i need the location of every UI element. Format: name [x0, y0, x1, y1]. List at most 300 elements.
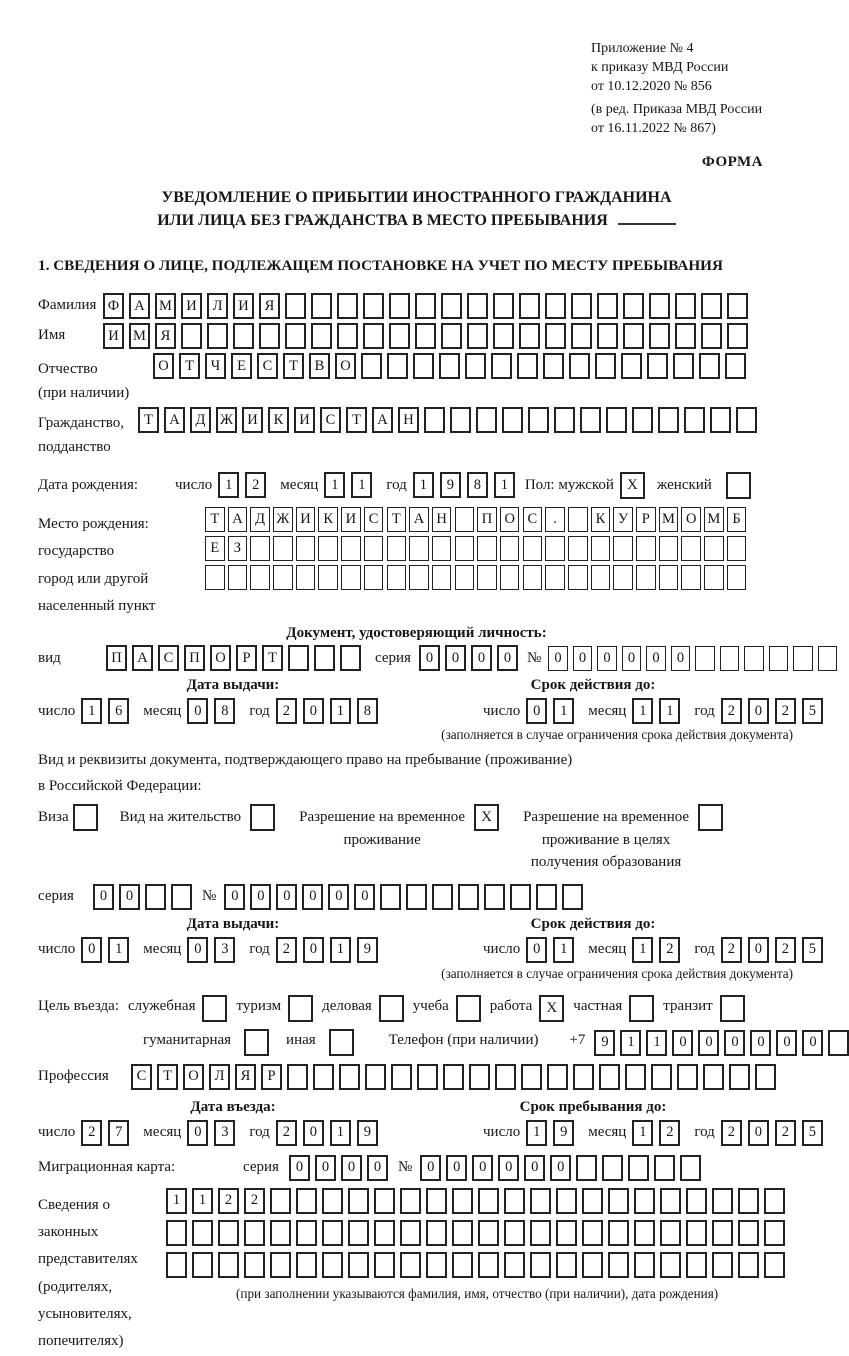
char-cell[interactable] [314, 645, 335, 671]
char-cell[interactable] [530, 1220, 551, 1246]
char-cell[interactable] [502, 407, 523, 433]
char-cell[interactable] [476, 407, 497, 433]
char-cell[interactable] [374, 1252, 395, 1278]
char-cell[interactable] [712, 1220, 733, 1246]
date-cell[interactable]: 1 [324, 472, 345, 498]
char-cell[interactable] [250, 565, 270, 590]
char-cell[interactable] [720, 646, 740, 671]
char-cell[interactable] [491, 353, 512, 379]
sex-female-checkbox[interactable] [726, 472, 751, 499]
date-cell[interactable]: 2 [775, 937, 796, 963]
char-cell[interactable] [337, 293, 358, 319]
char-cell[interactable] [660, 1220, 681, 1246]
char-cell[interactable]: 0 [289, 1155, 310, 1181]
char-cell[interactable] [695, 646, 715, 671]
char-cell[interactable] [625, 1064, 646, 1090]
char-cell[interactable]: Я [259, 293, 280, 319]
char-cell[interactable]: А [228, 507, 248, 532]
char-cell[interactable]: Р [236, 645, 257, 671]
char-cell[interactable] [608, 1220, 629, 1246]
char-cell[interactable] [636, 536, 656, 561]
char-cell[interactable] [363, 293, 384, 319]
char-cell[interactable]: 0 [341, 1155, 362, 1181]
char-cell[interactable] [591, 536, 611, 561]
char-cell[interactable] [340, 645, 361, 671]
char-cell[interactable] [270, 1188, 291, 1214]
char-cell[interactable] [519, 293, 540, 319]
char-cell[interactable] [311, 293, 332, 319]
char-cell[interactable]: Б [727, 507, 747, 532]
char-cell[interactable]: Т [205, 507, 225, 532]
char-cell[interactable] [556, 1188, 577, 1214]
date-cell[interactable]: 1 [330, 698, 351, 724]
char-cell[interactable]: Д [250, 507, 270, 532]
char-cell[interactable] [426, 1188, 447, 1214]
char-cell[interactable] [582, 1220, 603, 1246]
char-cell[interactable]: 0 [224, 884, 245, 910]
char-cell[interactable]: Т [157, 1064, 178, 1090]
date-cell[interactable]: 0 [748, 937, 769, 963]
char-cell[interactable] [755, 1064, 776, 1090]
char-cell[interactable] [477, 536, 497, 561]
char-cell[interactable] [545, 536, 565, 561]
char-cell[interactable] [218, 1252, 239, 1278]
char-cell[interactable] [478, 1252, 499, 1278]
visa-checkbox[interactable] [73, 804, 98, 831]
char-cell[interactable]: 0 [420, 1155, 441, 1181]
char-cell[interactable] [649, 323, 670, 349]
char-cell[interactable] [677, 1064, 698, 1090]
char-cell[interactable] [426, 1252, 447, 1278]
char-cell[interactable] [477, 565, 497, 590]
char-cell[interactable]: 0 [446, 1155, 467, 1181]
char-cell[interactable]: А [372, 407, 393, 433]
char-cell[interactable] [181, 323, 202, 349]
char-cell[interactable]: 0 [597, 646, 617, 671]
char-cell[interactable] [686, 1252, 707, 1278]
char-cell[interactable] [547, 1064, 568, 1090]
date-cell[interactable]: 9 [553, 1120, 574, 1146]
char-cell[interactable] [364, 565, 384, 590]
char-cell[interactable] [738, 1252, 759, 1278]
char-cell[interactable] [660, 1188, 681, 1214]
date-cell[interactable]: 1 [494, 472, 515, 498]
char-cell[interactable] [400, 1220, 421, 1246]
date-cell[interactable]: 1 [526, 1120, 547, 1146]
char-cell[interactable]: О [335, 353, 356, 379]
char-cell[interactable] [495, 1064, 516, 1090]
char-cell[interactable] [660, 1252, 681, 1278]
char-cell[interactable]: 0 [498, 1155, 519, 1181]
char-cell[interactable] [455, 565, 475, 590]
char-cell[interactable] [504, 1188, 525, 1214]
char-cell[interactable] [311, 323, 332, 349]
char-cell[interactable] [523, 565, 543, 590]
date-cell[interactable]: 0 [303, 698, 324, 724]
char-cell[interactable]: К [268, 407, 289, 433]
char-cell[interactable]: Т [138, 407, 159, 433]
char-cell[interactable] [680, 1155, 701, 1181]
char-cell[interactable] [244, 1220, 265, 1246]
date-cell[interactable]: 0 [187, 1120, 208, 1146]
char-cell[interactable]: И [103, 323, 124, 349]
char-cell[interactable] [296, 565, 316, 590]
char-cell[interactable]: Ж [216, 407, 237, 433]
date-cell[interactable]: 2 [276, 937, 297, 963]
char-cell[interactable] [413, 353, 434, 379]
char-cell[interactable] [675, 323, 696, 349]
char-cell[interactable]: 0 [354, 884, 375, 910]
char-cell[interactable] [259, 323, 280, 349]
char-cell[interactable]: 1 [166, 1188, 187, 1214]
char-cell[interactable] [387, 353, 408, 379]
purpose-official-checkbox[interactable] [202, 995, 227, 1022]
date-cell[interactable]: 5 [802, 937, 823, 963]
char-cell[interactable]: В [309, 353, 330, 379]
char-cell[interactable]: . [545, 507, 565, 532]
char-cell[interactable]: 0 [802, 1030, 823, 1056]
char-cell[interactable]: 2 [218, 1188, 239, 1214]
char-cell[interactable] [738, 1220, 759, 1246]
char-cell[interactable] [621, 353, 642, 379]
char-cell[interactable] [634, 1220, 655, 1246]
char-cell[interactable] [417, 1064, 438, 1090]
char-cell[interactable] [658, 407, 679, 433]
date-cell[interactable]: 1 [659, 698, 680, 724]
char-cell[interactable] [441, 293, 462, 319]
char-cell[interactable]: 0 [315, 1155, 336, 1181]
char-cell[interactable] [409, 536, 429, 561]
char-cell[interactable] [500, 536, 520, 561]
date-cell[interactable]: 8 [357, 698, 378, 724]
char-cell[interactable]: И [242, 407, 263, 433]
char-cell[interactable]: Р [636, 507, 656, 532]
purpose-tourism-checkbox[interactable] [288, 995, 313, 1022]
char-cell[interactable] [568, 536, 588, 561]
date-cell[interactable]: 0 [526, 937, 547, 963]
char-cell[interactable] [192, 1220, 213, 1246]
char-cell[interactable]: А [409, 507, 429, 532]
char-cell[interactable] [659, 536, 679, 561]
char-cell[interactable] [613, 536, 633, 561]
char-cell[interactable] [296, 1188, 317, 1214]
char-cell[interactable]: О [153, 353, 174, 379]
char-cell[interactable] [409, 565, 429, 590]
char-cell[interactable] [712, 1188, 733, 1214]
char-cell[interactable]: Т [346, 407, 367, 433]
char-cell[interactable] [582, 1252, 603, 1278]
date-cell[interactable]: 1 [108, 937, 129, 963]
char-cell[interactable] [701, 293, 722, 319]
char-cell[interactable] [406, 884, 427, 910]
char-cell[interactable]: Я [235, 1064, 256, 1090]
char-cell[interactable] [536, 884, 557, 910]
char-cell[interactable] [651, 1064, 672, 1090]
char-cell[interactable] [738, 1188, 759, 1214]
char-cell[interactable] [389, 293, 410, 319]
char-cell[interactable] [452, 1252, 473, 1278]
char-cell[interactable] [764, 1252, 785, 1278]
char-cell[interactable] [606, 407, 627, 433]
char-cell[interactable]: С [523, 507, 543, 532]
char-cell[interactable] [519, 323, 540, 349]
purpose-other-checkbox[interactable] [329, 1029, 354, 1056]
char-cell[interactable] [727, 293, 748, 319]
char-cell[interactable]: С [131, 1064, 152, 1090]
char-cell[interactable]: 0 [550, 1155, 571, 1181]
date-cell[interactable]: 1 [330, 1120, 351, 1146]
char-cell[interactable] [634, 1252, 655, 1278]
char-cell[interactable] [288, 645, 309, 671]
char-cell[interactable] [545, 293, 566, 319]
char-cell[interactable] [704, 565, 724, 590]
char-cell[interactable]: А [164, 407, 185, 433]
char-cell[interactable]: С [364, 507, 384, 532]
char-cell[interactable]: 0 [276, 884, 297, 910]
char-cell[interactable] [439, 353, 460, 379]
date-cell[interactable]: 1 [330, 937, 351, 963]
char-cell[interactable] [649, 293, 670, 319]
date-cell[interactable]: 1 [632, 937, 653, 963]
char-cell[interactable] [608, 1252, 629, 1278]
char-cell[interactable] [374, 1188, 395, 1214]
date-cell[interactable]: 0 [748, 1120, 769, 1146]
char-cell[interactable]: Ф [103, 293, 124, 319]
char-cell[interactable] [318, 536, 338, 561]
char-cell[interactable]: Д [190, 407, 211, 433]
char-cell[interactable] [467, 293, 488, 319]
char-cell[interactable]: О [681, 507, 701, 532]
char-cell[interactable]: Ж [273, 507, 293, 532]
char-cell[interactable] [387, 536, 407, 561]
char-cell[interactable] [727, 536, 747, 561]
char-cell[interactable]: 0 [548, 646, 568, 671]
char-cell[interactable] [545, 323, 566, 349]
char-cell[interactable] [426, 1220, 447, 1246]
char-cell[interactable] [569, 353, 590, 379]
purpose-work-checkbox[interactable]: X [539, 995, 564, 1022]
char-cell[interactable] [285, 293, 306, 319]
char-cell[interactable] [554, 407, 575, 433]
char-cell[interactable]: П [477, 507, 497, 532]
date-cell[interactable]: 6 [108, 698, 129, 724]
date-cell[interactable]: 0 [526, 698, 547, 724]
char-cell[interactable] [602, 1155, 623, 1181]
char-cell[interactable] [623, 293, 644, 319]
char-cell[interactable] [699, 353, 720, 379]
char-cell[interactable] [636, 565, 656, 590]
date-cell[interactable]: 2 [659, 1120, 680, 1146]
char-cell[interactable] [363, 323, 384, 349]
char-cell[interactable]: М [155, 293, 176, 319]
temp-residence-checkbox[interactable]: X [474, 804, 499, 831]
char-cell[interactable] [493, 323, 514, 349]
char-cell[interactable] [591, 565, 611, 590]
char-cell[interactable] [296, 536, 316, 561]
char-cell[interactable] [582, 1188, 603, 1214]
char-cell[interactable]: И [181, 293, 202, 319]
char-cell[interactable] [530, 1188, 551, 1214]
char-cell[interactable] [296, 1220, 317, 1246]
char-cell[interactable] [244, 1252, 265, 1278]
char-cell[interactable] [348, 1252, 369, 1278]
date-cell[interactable]: 5 [802, 1120, 823, 1146]
char-cell[interactable] [443, 1064, 464, 1090]
date-cell[interactable]: 0 [187, 698, 208, 724]
char-cell[interactable] [484, 884, 505, 910]
char-cell[interactable] [571, 293, 592, 319]
char-cell[interactable]: М [704, 507, 724, 532]
char-cell[interactable] [318, 565, 338, 590]
char-cell[interactable] [341, 536, 361, 561]
char-cell[interactable] [192, 1252, 213, 1278]
char-cell[interactable] [701, 323, 722, 349]
char-cell[interactable] [647, 353, 668, 379]
date-cell[interactable]: 2 [659, 937, 680, 963]
char-cell[interactable] [504, 1252, 525, 1278]
char-cell[interactable]: 0 [750, 1030, 771, 1056]
char-cell[interactable]: Н [432, 507, 452, 532]
char-cell[interactable] [322, 1188, 343, 1214]
char-cell[interactable] [595, 353, 616, 379]
char-cell[interactable]: 0 [119, 884, 140, 910]
char-cell[interactable]: Я [155, 323, 176, 349]
char-cell[interactable] [571, 323, 592, 349]
date-cell[interactable]: 1 [218, 472, 239, 498]
char-cell[interactable] [673, 353, 694, 379]
char-cell[interactable] [686, 1220, 707, 1246]
char-cell[interactable]: Т [262, 645, 283, 671]
date-cell[interactable]: 2 [721, 1120, 742, 1146]
date-cell[interactable]: 2 [276, 1120, 297, 1146]
char-cell[interactable]: А [129, 293, 150, 319]
char-cell[interactable] [250, 536, 270, 561]
char-cell[interactable] [710, 407, 731, 433]
char-cell[interactable] [374, 1220, 395, 1246]
char-cell[interactable] [455, 536, 475, 561]
char-cell[interactable] [145, 884, 166, 910]
char-cell[interactable]: 9 [594, 1030, 615, 1056]
char-cell[interactable] [205, 565, 225, 590]
purpose-humanitarian-checkbox[interactable] [244, 1029, 269, 1056]
char-cell[interactable] [528, 407, 549, 433]
char-cell[interactable] [400, 1252, 421, 1278]
date-cell[interactable]: 1 [351, 472, 372, 498]
char-cell[interactable]: М [129, 323, 150, 349]
char-cell[interactable] [337, 323, 358, 349]
char-cell[interactable] [322, 1252, 343, 1278]
date-cell[interactable]: 9 [440, 472, 461, 498]
char-cell[interactable] [387, 565, 407, 590]
date-cell[interactable]: 2 [775, 1120, 796, 1146]
char-cell[interactable] [322, 1220, 343, 1246]
char-cell[interactable]: 0 [622, 646, 642, 671]
date-cell[interactable]: 9 [357, 937, 378, 963]
char-cell[interactable] [681, 565, 701, 590]
char-cell[interactable] [659, 565, 679, 590]
char-cell[interactable] [576, 1155, 597, 1181]
char-cell[interactable]: 0 [671, 646, 691, 671]
char-cell[interactable]: 0 [328, 884, 349, 910]
char-cell[interactable] [166, 1220, 187, 1246]
char-cell[interactable] [166, 1252, 187, 1278]
char-cell[interactable] [704, 536, 724, 561]
char-cell[interactable]: 0 [250, 884, 271, 910]
char-cell[interactable] [228, 565, 248, 590]
char-cell[interactable] [568, 507, 588, 532]
char-cell[interactable] [608, 1188, 629, 1214]
char-cell[interactable] [432, 565, 452, 590]
date-cell[interactable]: 1 [553, 937, 574, 963]
char-cell[interactable] [510, 884, 531, 910]
date-cell[interactable]: 7 [108, 1120, 129, 1146]
char-cell[interactable] [686, 1188, 707, 1214]
char-cell[interactable]: К [591, 507, 611, 532]
purpose-private-checkbox[interactable] [629, 995, 654, 1022]
char-cell[interactable] [287, 1064, 308, 1090]
char-cell[interactable]: Т [283, 353, 304, 379]
char-cell[interactable]: 1 [620, 1030, 641, 1056]
char-cell[interactable] [580, 407, 601, 433]
date-cell[interactable]: 1 [553, 698, 574, 724]
char-cell[interactable]: Р [261, 1064, 282, 1090]
date-cell[interactable]: 9 [357, 1120, 378, 1146]
char-cell[interactable]: Ч [205, 353, 226, 379]
char-cell[interactable]: 2 [244, 1188, 265, 1214]
char-cell[interactable] [573, 1064, 594, 1090]
char-cell[interactable] [458, 884, 479, 910]
char-cell[interactable]: Т [179, 353, 200, 379]
char-cell[interactable]: 0 [445, 645, 466, 671]
char-cell[interactable] [654, 1155, 675, 1181]
char-cell[interactable]: 0 [524, 1155, 545, 1181]
char-cell[interactable]: Т [387, 507, 407, 532]
residence-permit-checkbox[interactable] [250, 804, 275, 831]
char-cell[interactable] [793, 646, 813, 671]
char-cell[interactable]: 0 [573, 646, 593, 671]
char-cell[interactable] [712, 1252, 733, 1278]
sex-male-checkbox[interactable]: X [620, 472, 645, 499]
char-cell[interactable] [818, 646, 838, 671]
date-cell[interactable]: 3 [214, 1120, 235, 1146]
char-cell[interactable] [415, 323, 436, 349]
date-cell[interactable]: 2 [245, 472, 266, 498]
char-cell[interactable] [769, 646, 789, 671]
char-cell[interactable]: 0 [471, 645, 492, 671]
char-cell[interactable] [273, 536, 293, 561]
char-cell[interactable] [597, 293, 618, 319]
char-cell[interactable] [207, 323, 228, 349]
char-cell[interactable] [391, 1064, 412, 1090]
char-cell[interactable] [568, 565, 588, 590]
char-cell[interactable]: М [659, 507, 679, 532]
char-cell[interactable] [339, 1064, 360, 1090]
char-cell[interactable] [521, 1064, 542, 1090]
char-cell[interactable] [432, 536, 452, 561]
char-cell[interactable] [365, 1064, 386, 1090]
char-cell[interactable] [744, 646, 764, 671]
char-cell[interactable] [452, 1220, 473, 1246]
char-cell[interactable] [727, 323, 748, 349]
char-cell[interactable] [729, 1064, 750, 1090]
char-cell[interactable] [545, 565, 565, 590]
char-cell[interactable] [727, 565, 747, 590]
char-cell[interactable]: 0 [472, 1155, 493, 1181]
char-cell[interactable] [313, 1064, 334, 1090]
char-cell[interactable]: 0 [672, 1030, 693, 1056]
char-cell[interactable]: 0 [367, 1155, 388, 1181]
char-cell[interactable] [452, 1188, 473, 1214]
